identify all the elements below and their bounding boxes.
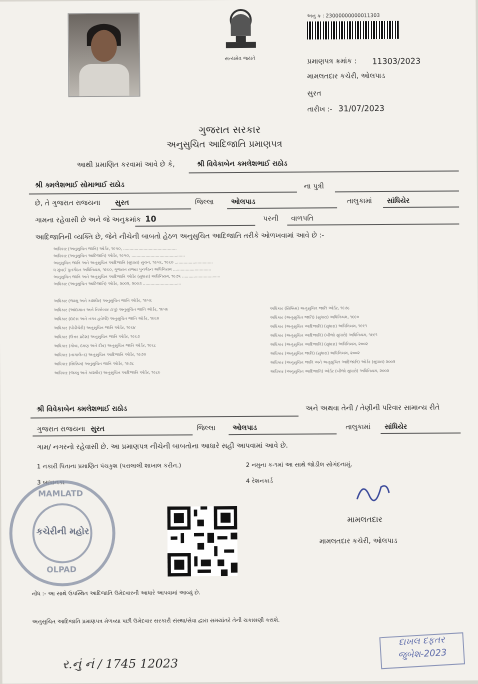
taluka: ઓલપાડ	[231, 197, 256, 207]
relation-label: ના પુત્રી	[303, 182, 324, 191]
tribe-line: આદિજાતિની વ્યક્તિ છે, જેને નીચેની બાબતો હેઠળ અનુસુચિત આદિજાતિ તરીકે ઓળખવામાં આવે છે :-	[35, 231, 325, 242]
state-emblem-icon	[220, 6, 262, 58]
state-taluka: ઓલપાડ	[232, 423, 257, 433]
caste-line-prefix: ગામના રહેવાસી છે અને જે અનુક્રમાંક	[35, 215, 142, 225]
applicant-photo	[68, 13, 141, 98]
inward-handwriting: ર.નું નં / 1745 12023	[62, 656, 179, 672]
state-district-label: જિલ્લા	[196, 424, 216, 433]
seal-top-text: MAMLATD	[38, 489, 83, 499]
office-seal	[9, 480, 116, 587]
caste: વાળપતિ	[291, 214, 314, 223]
signature-office: મામલતદાર કચેરી, ઓલપાડ	[319, 536, 398, 546]
serial-line: અનુ ક્ર : 23000000000011303	[306, 13, 380, 20]
district-label: જિલ્લા	[195, 198, 214, 207]
basis-item-1: 1 નકારી પિતાના પ્રમાણિત પંચકુશ (પરાલાલી શાખાલ કરીન.)	[36, 462, 182, 471]
govt-title: ગુજરાત સરકાર	[198, 124, 261, 137]
state-village: સાંધિયેર	[384, 422, 408, 431]
receipt-stamp	[379, 632, 465, 669]
signature-title: મામલતદાર	[347, 515, 383, 525]
signature-scribble	[353, 479, 393, 505]
receipt-stamp-line1: દાખલ દફતર	[398, 635, 446, 649]
applicant-name: શ્રી વિવેકાબેન ક્મલેશભાઈ રાઠોડ	[196, 159, 288, 169]
seal-center-text: કચેરીની મહોર	[36, 527, 90, 538]
reference-list: અધિકાર (અનુસુચિત જાતિ) ઓર્ડર, ૧૯૫૦, .......................................... અધિકાર (અનુસુચિત આદિજાતિ) ઓર્ડર, ૧૯૫૦, .......................................... અનુસુચિત જાતિ અને અનુસુચિત આદિજાતિ (સુધારા) સુચન, ૧૯૫૬, ૧૯૬૦ .............................. ધ મુંબઈ પુનર્ગઠન અધિનિયમ, ૧૯૬૦, ગુજરાત રાજ્ય પુનર્ગઠન અધિનિયમ .............................. અનુસુચિત જાતિ અને અનુસુચિત આદિજાતિ ઓર્ડર (સુધારા) અધિનિયમ, ૧૯૭૬ .............................. અધિકાર (અનુસુચિત આદિજાતિ) ઓર્ડર, ૨૦૦૨, ૨૦૦૩ .............................. અધિકાર (જમ્મુ અને કાશ્મીર) અનુસુચિત જાતિ ઓર્ડર, ૧૯૫૬ અધિકાર (આંદામાન અને નિકોબાર ટાપુ) અનુસુચિત જાતિ ઓર્ડર, ૧૯૫૯ અધિકાર (દાદરા અને નગર હવેલી) અનુસુચિત જાતિ ઓર્ડર, ૧૯૬૨ અધિકાર (પોંડીચેરી) અનુસુચિત જાતિ ઓર્ડર, ૧૯૬૪ અધિકાર (ઉત્તર પ્રદેશ) અનુસુચિત જાતિ ઓર્ડર, ૧૯૬૭ અધિકાર (ગોવા, દમણ અને દીવ) અનુસુચિત જાતિ ઓર્ડર, ૧૯૬૮ અધિકાર (નાગાલેન્ડ) અનુસુચિત આદિજાતિ ઓર્ડર, ૧૯૭૦ અધિકાર (સિક્કિમ) અનુસુચિત જાતિ ઓર્ડર, ૧૯૭૮ અધિકાર (જમ્મુ અને કાશ્મીર) અનુસુચિત આદિજાતિ ઓર્ડર, ૧૯૮૯ અધિકાર (સિક્કિમ) અનુસુચિત જાતિ ઓર્ડર, ૧૯૭૮ અધિકાર (અનુસુચિત જાતિ) (સુધારા) અધિનિયમ, ૧૯૯૦ અધિકાર (અનુસુચિત આદિજાતિ) (સુધારા) અધિનિયમ, ૧૯૯૧ અધિકાર (અનુસુચિત આદિજાતિ) (બીજો સુધારો) અધિનિયમ, ૧૯૯૧ અધિકાર (અનુસુચિત આદિજાતિ) (સુધારા) અધિનિયમ, ૨૦૦૨ અધિકાર (અનુસુચિત જાતિ) (સુધારા) અધિનિયમ, ૨૦૦૨ અધિકાર (અનુસુચિત જાતિ અને અનુસુચિત આદિજાતિ) ઓર્ડર (સુધારા) ૨૦૦૨ અધિકાર (અનુસુચિત આદિજાતિ) ઓર્ડર (બીજો સુધારો) અધિનિયમ, ૨૦૦૨	[53, 245, 396, 376]
village: સાંધિયેર	[386, 196, 410, 205]
office-line: મામલતદાર કચેરી, ઓલપાડ	[307, 71, 386, 81]
state-district: સુરત	[90, 424, 105, 434]
qr-code	[167, 506, 237, 576]
receipt-stamp-line2: જુબેશ-2023	[397, 648, 448, 662]
closing-line: ગામ/ નગરનો રહેવાસી છે. આ પ્રમાણપત્ર નીચેની બાબતોના આધારે સહી આપવામાં આવે છે.	[36, 441, 289, 452]
emblem-caption: સત્યમેવ જયતે	[224, 55, 256, 63]
place: સુરત	[307, 89, 322, 98]
district: સુરત	[115, 198, 129, 207]
holder-name: શ્રી વિવેકાબેન ક્મલેશભાઈ રાઠોડ	[36, 404, 128, 414]
state-taluka-label: તાલુકામાં	[345, 423, 371, 432]
state-line-prefix: ગુજરાત રાજયના	[36, 425, 86, 434]
caste-label: પરની	[263, 214, 279, 223]
date-label: તારીખ :-	[307, 105, 333, 114]
parent-name: શ્રી ક્મલેશભાઈ સોમાભાઈ રાઠોડ	[34, 180, 125, 190]
taluka-label: તાલુકામાં	[346, 197, 373, 206]
barcode	[307, 21, 399, 40]
note-2: અનુસુચિત આદિજાતિ પ્રમાણપત્ર મેળવ્યા પછી ઉમેદવાર સરકારી સંસ્થા/સેવા દ્વારા સમયાંતરે તેની ચકાસણી કરાશે.	[31, 617, 280, 626]
family-line: અને અથવા તેની / તેણીની પરિવાર સામાન્ય રીતે	[305, 403, 440, 413]
note-1: નોંધ :- આ સાથે ઉપસ્થિત આદિજાતિ ઉમેદવારની આધારે આપવામાં આવ્યું છે.	[31, 590, 201, 598]
residence-prefix: છે, તે ગુજરાત રાજયના	[35, 198, 101, 208]
serial-no: 10	[145, 214, 157, 224]
intro-text: આથી પ્રમાણિત કરવામાં આવે છે કે,	[76, 160, 175, 170]
certificate-title: અનુસુચિત આદિજાતિ પ્રમાણપત્ર	[166, 139, 283, 151]
cert-no-label: પ્રમાણપત્ર ક્રમાંક :	[307, 57, 357, 66]
seal-bottom-text: OLPAD	[46, 565, 77, 575]
date: 31/07/2023	[338, 103, 385, 114]
cert-no: 11303/2023	[372, 56, 421, 67]
basis-item-4: 4 રેશનકાર્ડ	[245, 477, 273, 485]
basis-item-2: 2 નમુના ક-૧માં આ સાથે જોડીલ સોગંદનામું.	[245, 461, 353, 469]
basis-item-3: 3 બાપાનકા	[36, 479, 65, 487]
